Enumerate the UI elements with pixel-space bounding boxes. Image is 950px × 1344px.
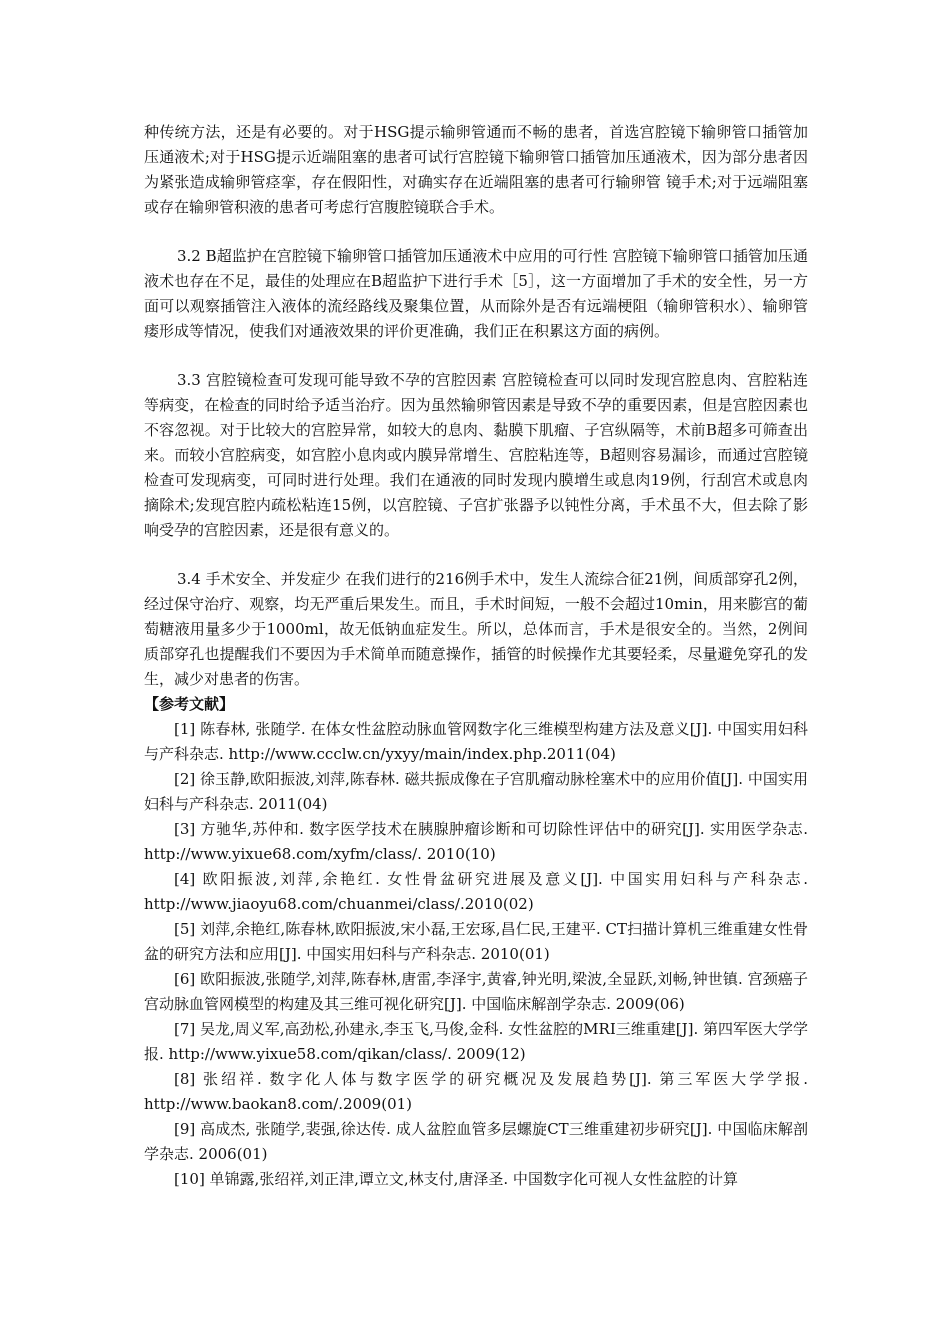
paragraph-section-3-4: 3.4 手术安全、并发症少 在我们进行的216例手术中，发生人流综合征21例，间质部穿孔2例，经过保守治疗、观察，均无严重后果发生。而且，手术时间短，一般不会超过10min，用来膨宫的葡萄糖液用量多少于1000ml，故无低钠血症发生。所以，总体而言，手术是很安全的。当然，2例间质部穿孔也提醒我们不要因为手术简单而随意操作，插管的时候操作尤其要轻柔，尽量避免穿孔的发生，减少对患者的伤害。 [144, 570, 808, 688]
reference-item: [9] 高成杰, 张随学,裴强,徐达传. 成人盆腔血管多层螺旋CT三维重建初步研究[J]. 中国临床解剖学杂志. 2006(01) [144, 1120, 808, 1163]
paragraph-section-3-2: 3.2 B超监护在宫腔镜下输卵管口插管加压通液术中应用的可行性 宫腔镜下输卵管口插管加压通液术也存在不足，最佳的处理应在B超监护下进行手术［5］，这一方面增加了手术的安全性，另一方面可以观察插管注入液体的流经路线及聚集位置，从而除外是否有远端梗阻（输卵管积水）、输卵管瘘形成等情况，使我们对通液效果的评价更准确，我们正在积累这方面的病例。 [144, 247, 808, 340]
document-page [144, 120, 808, 1192]
reference-item: [6] 欧阳振波,张随学,刘萍,陈春林,唐雷,李泽宇,黄睿,钟光明,梁波,全显跃,刘畅,钟世镇. 宫颈癌子宫动脉血管网模型的构建及其三维可视化研究[J]. 中国临床解剖学杂志. 2009(06) [144, 970, 808, 1013]
reference-item: [3] 方驰华,苏仲和. 数字医学技术在胰腺肿瘤诊断和可切除性评估中的研究[J]. 实用医学杂志. http://www.yixue68.com/xyfm/class/. 2010(10) [144, 820, 808, 863]
reference-item: [5] 刘萍,余艳红,陈春林,欧阳振波,宋小磊,王宏琢,昌仁民,王建平. CT扫描计算机三维重建女性骨盆的研究方法和应用[J]. 中国实用妇科与产科杂志. 2010(01) [144, 920, 808, 963]
reference-item: [2] 徐玉静,欧阳振波,刘萍,陈春林. 磁共振成像在子宫肌瘤动脉栓塞术中的应用价值[J]. 中国实用妇科与产科杂志. 2011(04) [144, 770, 808, 813]
paragraph-gap [144, 543, 808, 567]
reference-item: [4] 欧阳振波,刘萍,余艳红. 女性骨盆研究进展及意义[J]. 中国实用妇科与产科杂志. http://www.jiaoyu68.com/chuanmei/class/.2010(02) [144, 870, 808, 913]
reference-item: [7] 吴龙,周义军,高劲松,孙建永,李玉飞,马俊,金科. 女性盆腔的MRI三维重建[J]. 第四军医大学学报. http://www.yixue58.com/qikan/class/. 2009(12) [144, 1020, 808, 1063]
paragraph-gap [144, 220, 808, 244]
paragraph-section-3-3: 3.3 宫腔镜检查可发现可能导致不孕的宫腔因素 宫腔镜检查可以同时发现宫腔息肉、宫腔粘连等病变，在检查的同时给予适当治疗。因为虽然输卵管因素是导致不孕的重要因素，但是宫腔因素也不容忽视。对于比较大的宫腔异常，如较大的息肉、黏膜下肌瘤、子宫纵隔等，术前B超多可筛查出来。而较小宫腔病变，如宫腔小息肉或内膜异常增生、宫腔粘连等，B超则容易漏诊，而通过宫腔镜检查可发现病变，可同时进行处理。我们在通液的同时发现内膜增生或息肉19例，行刮宫术或息肉摘除术;发现宫腔内疏松粘连15例，以宫腔镜、子宫扩张器予以钝性分离，手术虽不大，但去除了影响受孕的宫腔因素，还是很有意义的。 [144, 371, 808, 539]
paragraph-gap [144, 344, 808, 368]
paragraph-intro-methods: 种传统方法，还是有必要的。对于HSG提示输卵管通而不畅的患者，首选宫腔镜下输卵管口插管加压通液术;对于HSG提示近端阻塞的患者可试行宫腔镜下输卵管口插管加压通液术，因为部分患者因为紧张造成输卵管痉挛，存在假阳性，对确实存在近端阻塞的患者可行输卵管 镜手术;对于远端阻塞或存在输卵管积液的患者可考虑行宫腹腔镜联合手术。 [144, 123, 808, 216]
reference-item: [1] 陈春林, 张随学. 在体女性盆腔动脉血管网数字化三维模型构建方法及意义[J]. 中国实用妇科与产科杂志. http://www.ccclw.cn/yxyy/main/index.php.2011(04) [144, 720, 808, 763]
references-heading: 【参考文献】 [144, 695, 235, 713]
reference-item: [8] 张绍祥. 数字化人体与数字医学的研究概况及发展趋势[J]. 第三军医大学学报. http://www.baokan8.com/.2009(01) [144, 1070, 808, 1113]
reference-item: [10] 单锦露,张绍祥,刘正津,谭立文,林支付,唐泽圣. 中国数字化可视人女性盆腔的计算 [174, 1170, 738, 1188]
references-list [144, 717, 808, 1192]
